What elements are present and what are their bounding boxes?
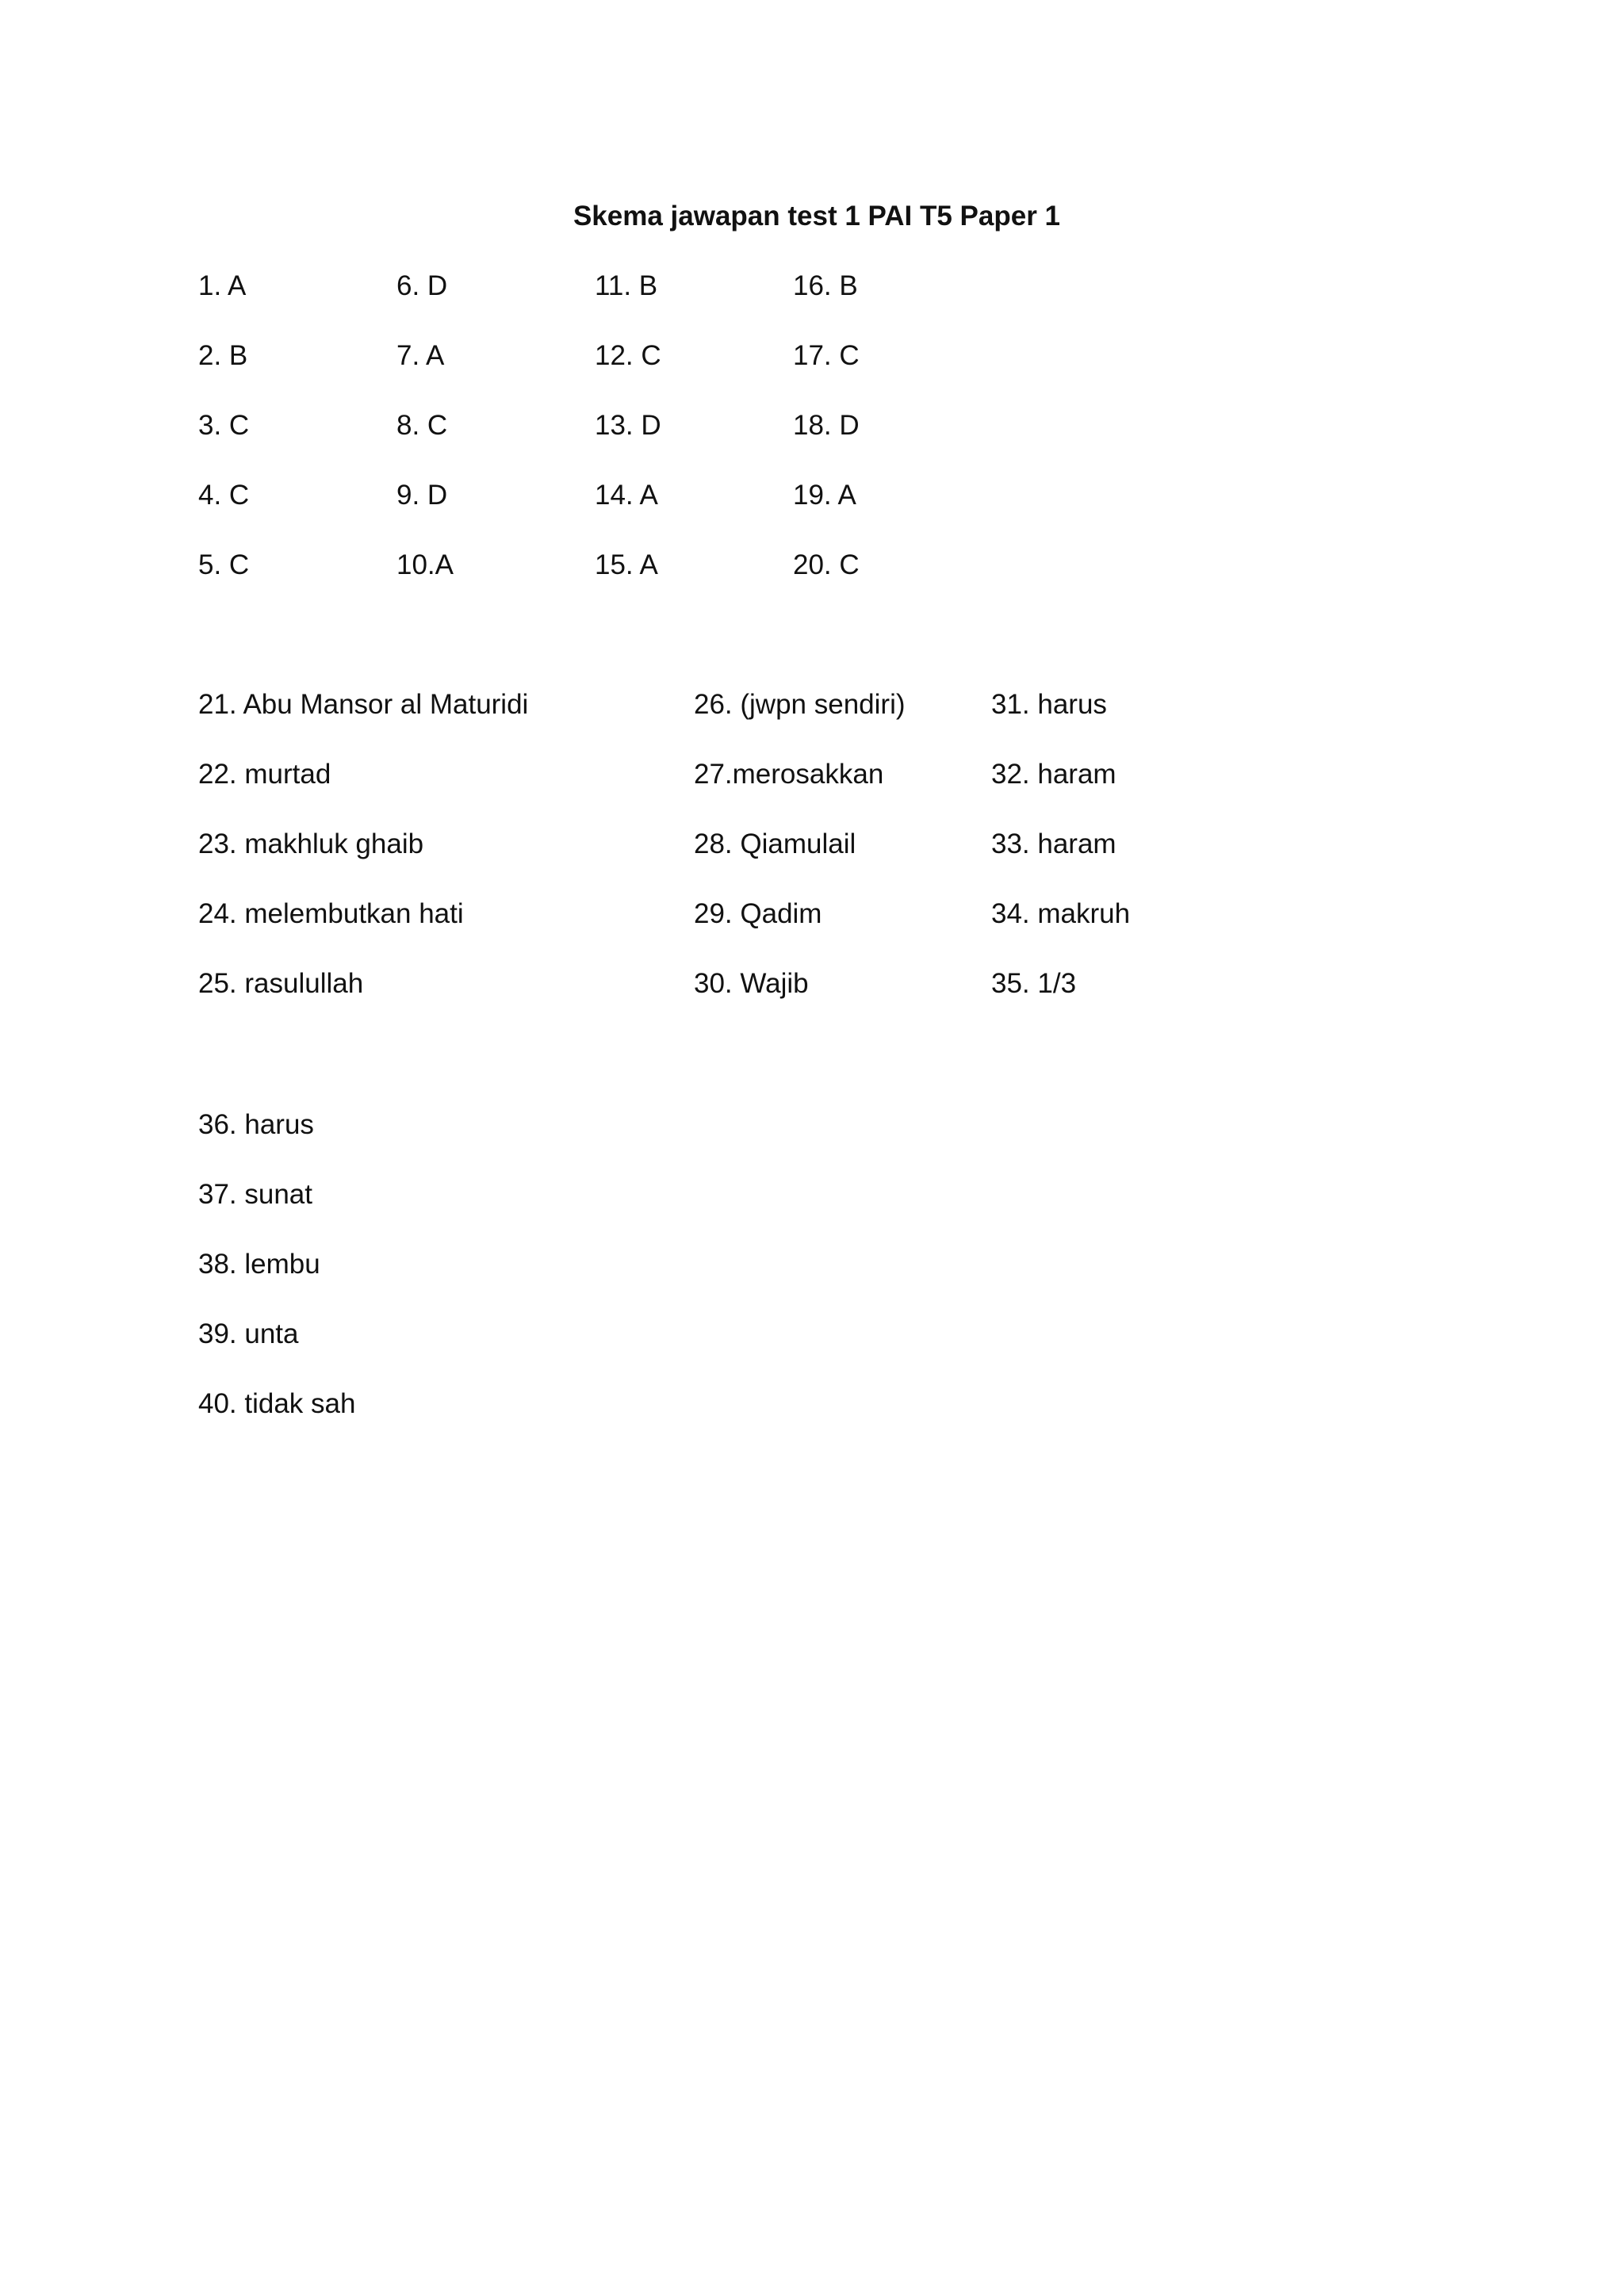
answer-item: 19. A — [793, 480, 856, 511]
answer-item: 38. lembu — [198, 1249, 320, 1280]
answer-item: 7. A — [396, 340, 445, 371]
answer-item: 21. Abu Mansor al Maturidi — [198, 689, 529, 720]
answer-item: 26. (jwpn sendiri) — [694, 689, 906, 720]
answer-item: 22. murtad — [198, 759, 331, 790]
answer-item: 6. D — [396, 270, 448, 301]
answer-item: 27.merosakkan — [694, 759, 884, 790]
answer-item: 36. harus — [198, 1109, 314, 1140]
answer-item: 4. C — [198, 480, 250, 511]
answer-item: 34. makruh — [991, 898, 1131, 929]
answer-item: 20. C — [793, 549, 860, 580]
answer-item: 29. Qadim — [694, 898, 822, 929]
answer-item: 35. 1/3 — [991, 968, 1077, 999]
answer-item: 8. C — [396, 410, 448, 441]
answer-item: 1. A — [198, 270, 247, 301]
answer-item: 11. B — [595, 270, 658, 301]
answer-item: 16. B — [793, 270, 858, 301]
answer-item: 13. D — [595, 410, 661, 441]
answer-item: 15. A — [595, 549, 658, 580]
answer-item: 10.A — [396, 549, 454, 580]
answer-item: 3. C — [198, 410, 250, 441]
answer-item: 12. C — [595, 340, 661, 371]
answer-item: 31. harus — [991, 689, 1107, 720]
answer-item: 28. Qiamulail — [694, 828, 856, 859]
answer-item: 32. haram — [991, 759, 1116, 790]
answer-item: 5. C — [198, 549, 250, 580]
document-title: Skema jawapan test 1 PAI T5 Paper 1 — [573, 201, 1061, 232]
answer-item: 37. sunat — [198, 1179, 312, 1210]
answer-item: 2. B — [198, 340, 248, 371]
answer-item: 9. D — [396, 480, 448, 511]
answer-item: 33. haram — [991, 828, 1116, 859]
answer-item: 24. melembutkan hati — [198, 898, 464, 929]
answer-item: 39. unta — [198, 1318, 299, 1349]
answer-item: 23. makhluk ghaib — [198, 828, 424, 859]
answer-item: 25. rasulullah — [198, 968, 364, 999]
answer-item: 14. A — [595, 480, 658, 511]
answer-item: 17. C — [793, 340, 860, 371]
answer-item: 30. Wajib — [694, 968, 809, 999]
answer-item: 40. tidak sah — [198, 1388, 356, 1419]
answer-item: 18. D — [793, 410, 860, 441]
